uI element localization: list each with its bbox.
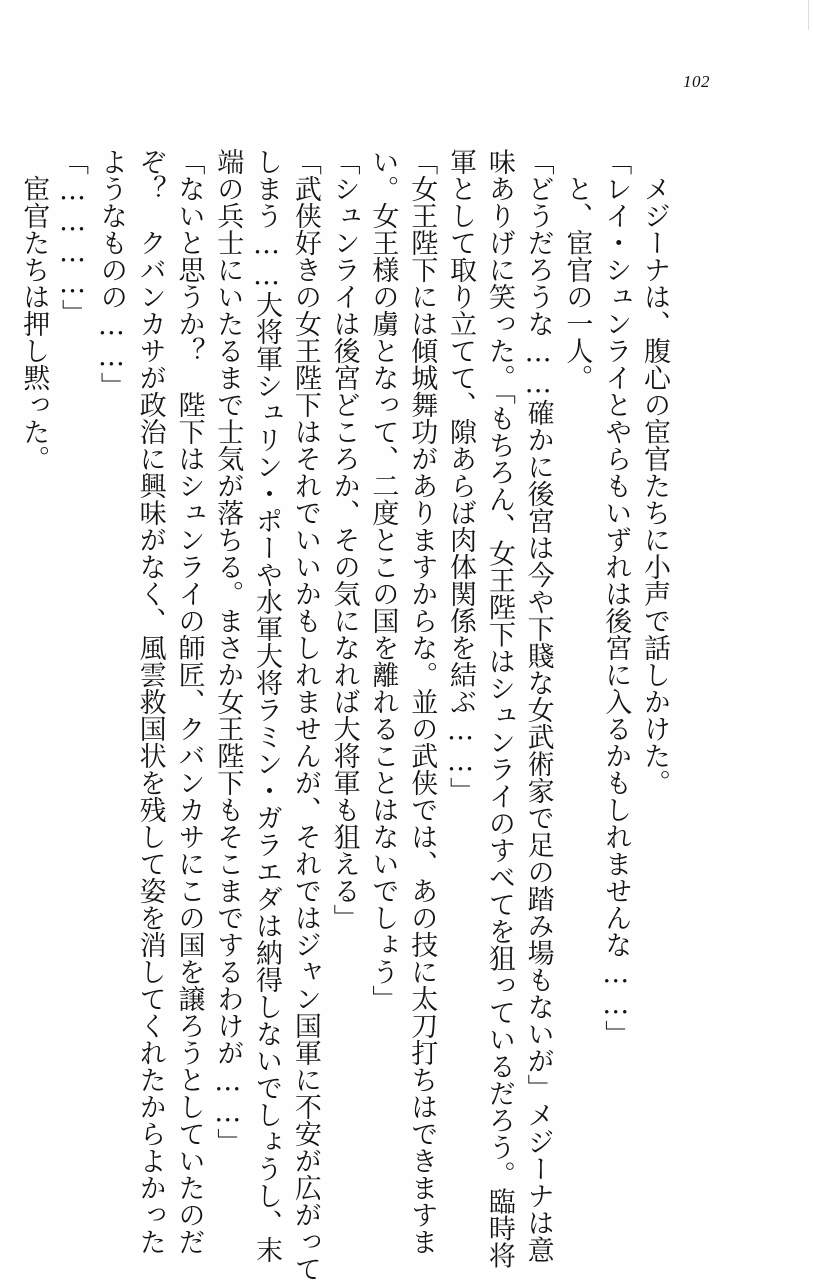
text-line: ようなものの……」 [95, 148, 127, 399]
text-line: い。女王様の虜となって、二度とこの国を離れることはないでしょう」 [367, 148, 399, 1012]
text-line: 宦官たちは押し黙った。 [18, 175, 50, 472]
text-line: 軍として取り立てて、隙あらば肉体関係を結ぶ……」 [445, 148, 477, 804]
text-line: 「レイ・シュンライとやらもいずれは後宮に入るかもしれませんな……」 [600, 148, 632, 1047]
text-line: 「ないと思うか？ 陛下はシュンライの師匠、クバンカサにこの国を譲ろうとしていたのだ [173, 148, 205, 1255]
text-line: 「女王陛下には傾城舞功がありますからな。並の武侠では、あの技に太刀打ちはできますま [406, 148, 438, 1255]
text-line: 「…………」 [57, 148, 89, 326]
vertical-text-block [13, 148, 673, 1282]
text-line: 「武侠好きの女王陛下はそれでいいかもしれませんが、それではジャン国軍に不安が広がって [289, 148, 321, 1282]
page-number: 102 [683, 72, 710, 91]
text-line: メジーナは、腹心の宦官たちに小声で話しかけた。 [639, 175, 670, 796]
text-line: と、宦官の一人。 [561, 175, 593, 391]
text-line: 端の兵士にいたるまで士気が落ちる。まさか女王陛下もそこまでするわけが……」 [212, 148, 244, 1155]
page-edge [808, 0, 809, 30]
text-line: ぞ？ クバンカサが政治に興味がなく、風雲救国状を残して姿を消してくれたからよかった [134, 148, 166, 1255]
text-line: 「シュンライは後宮どころか、その気になれば大将軍も狙える」 [328, 148, 360, 931]
text-line: しまう……大将軍シュリン・ポーや水軍大将ラミン・ガラエダは納得しないでしょうし、末 [251, 148, 283, 1263]
text-line: 味ありげに笑った。「もちろん、女王陛下はシュンライのすべてを狙っているだろう。臨時将 [483, 148, 515, 1269]
text-line: 「どうだろうな……確かに後宮は今や下賤な女武術家で足の踏み場もないが」メジーナは意 [522, 148, 554, 1263]
